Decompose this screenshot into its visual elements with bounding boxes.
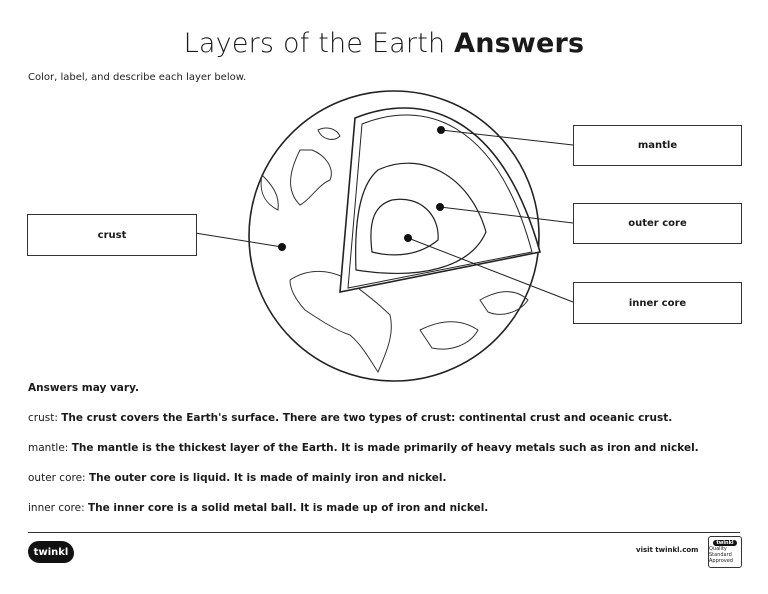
title-bold: Answers: [454, 28, 585, 59]
label-box-inner-core: inner core: [573, 282, 742, 324]
pointer-dot-mantle: [437, 126, 445, 134]
pointer-dot-outer-core: [436, 203, 444, 211]
instructions: Color, label, and describe each layer below.: [28, 72, 247, 83]
answer-term: inner core:: [28, 502, 85, 514]
pointer-dot-inner-core: [404, 234, 412, 242]
answers-heading: Answers may vary.: [28, 382, 139, 394]
answer-desc: The outer core is liquid. It is made of mainly iron and nickel.: [88, 472, 447, 484]
answer-outer-core: [28, 472, 446, 484]
label-box-outer-core: outer core: [573, 203, 742, 244]
footer-divider: [28, 532, 740, 533]
answer-term: mantle:: [28, 442, 69, 454]
answer-mantle: [28, 442, 699, 454]
pointer-dot-crust: [278, 243, 286, 251]
answer-desc: The crust covers the Earth's surface. There are two types of crust: continental crust and oceanic crust.: [61, 412, 673, 424]
label-box-crust: crust: [27, 214, 197, 256]
twinkl-logo[interactable]: twinkl: [28, 541, 74, 563]
visit-link[interactable]: visit twinkl.com: [636, 546, 699, 554]
quality-badge: [708, 536, 742, 568]
answer-inner-core: [28, 502, 488, 514]
answer-desc: The inner core is a solid metal ball. It is made up of iron and nickel.: [87, 502, 489, 514]
answer-term: outer core:: [28, 472, 86, 484]
label-box-mantle: mantle: [573, 125, 742, 166]
answer-crust: [28, 412, 672, 424]
answer-term: crust:: [28, 412, 58, 424]
badge-logo: twinkl: [713, 540, 736, 546]
badge-text: Quality Standard Approved: [709, 546, 733, 564]
title-main: Layers of the Earth: [183, 28, 446, 59]
answer-desc: The mantle is the thickest layer of the Earth. It is made primarily of heavy metals such as iron and nickel.: [71, 442, 699, 454]
